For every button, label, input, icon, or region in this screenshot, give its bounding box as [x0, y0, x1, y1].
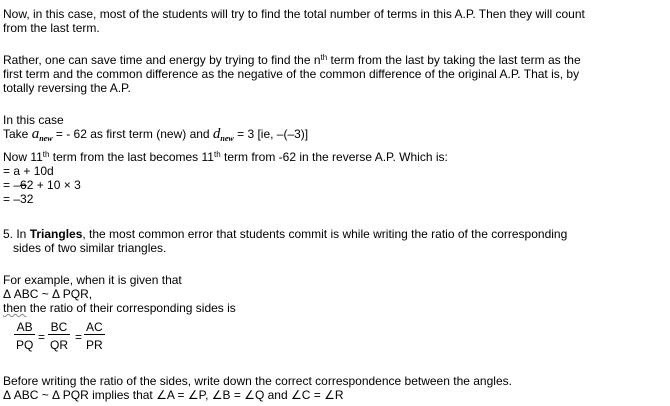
example-line3: then the ratio of their corresponding sides is [3, 301, 236, 315]
para2-line1: Rather, one can save time and energy by trying to find the $n^{th}$ term from the last by taking the last term as the [3, 53, 581, 67]
ratio-ab-numerator: AB [14, 320, 35, 335]
example-line2: Δ ABC ~ Δ PQR, [3, 287, 93, 301]
ratio-bc-qr [48, 320, 70, 352]
case-now-line: Now 11th term from the last becomes 11th term from -62 in the reverse A.P. Which is: [3, 150, 448, 164]
ratio-ab-pq [14, 320, 35, 352]
para2-line2: first term and the common difference as the negative of the common difference of the original A.P. That is, by [3, 67, 580, 81]
example-line1: For example, when it is given that [3, 273, 182, 287]
point5-line1: 5. In Triangles, the most common error that students commit is while writing the ratio of the corresponding [3, 227, 568, 241]
para1-line1: Now, in this case, most of the students will try to find the total number of terms in this A.P. Then they will count [3, 7, 585, 21]
case-eq3: = –32 [3, 192, 34, 206]
case-heading: In this case [3, 113, 64, 127]
closing-line2: Δ ABC ~ Δ PQR implies that ∠A = ∠P, ∠B = ∠Q and ∠C = ∠R [3, 388, 344, 402]
case-eq2: = –62 + 10 × 3 [3, 178, 81, 192]
ratio-ac-pr [84, 320, 105, 352]
ratio-pr-denominator: PR [86, 338, 103, 352]
para2-line3: totally reversing the A.P. [3, 81, 131, 95]
d-new-symbol: d [212, 126, 221, 142]
equals-sign-1: = [38, 330, 46, 344]
ratio-ac-numerator: AC [86, 320, 103, 334]
closing-line1: Before writing the ratio of the sides, write down the correct correspondence between the angles. [3, 374, 512, 388]
para1-line2: from the last term. [3, 21, 100, 35]
equals-sign-2: = [75, 330, 83, 344]
ratio-pq-denominator: PQ [16, 338, 34, 352]
ratio-qr-denominator: QR [50, 338, 68, 352]
a-new-symbol: a [31, 126, 40, 142]
case-take-line: Take $a_{new}$ = - 62 as first term (new) and $d_{new} = 3$ [ie, –(–3)] [3, 126, 309, 143]
ratio-bc-numerator: BC [48, 320, 70, 335]
case-eq1: = a + 10d [3, 164, 54, 178]
point5-line2: sides of two similar triangles. [13, 241, 167, 255]
